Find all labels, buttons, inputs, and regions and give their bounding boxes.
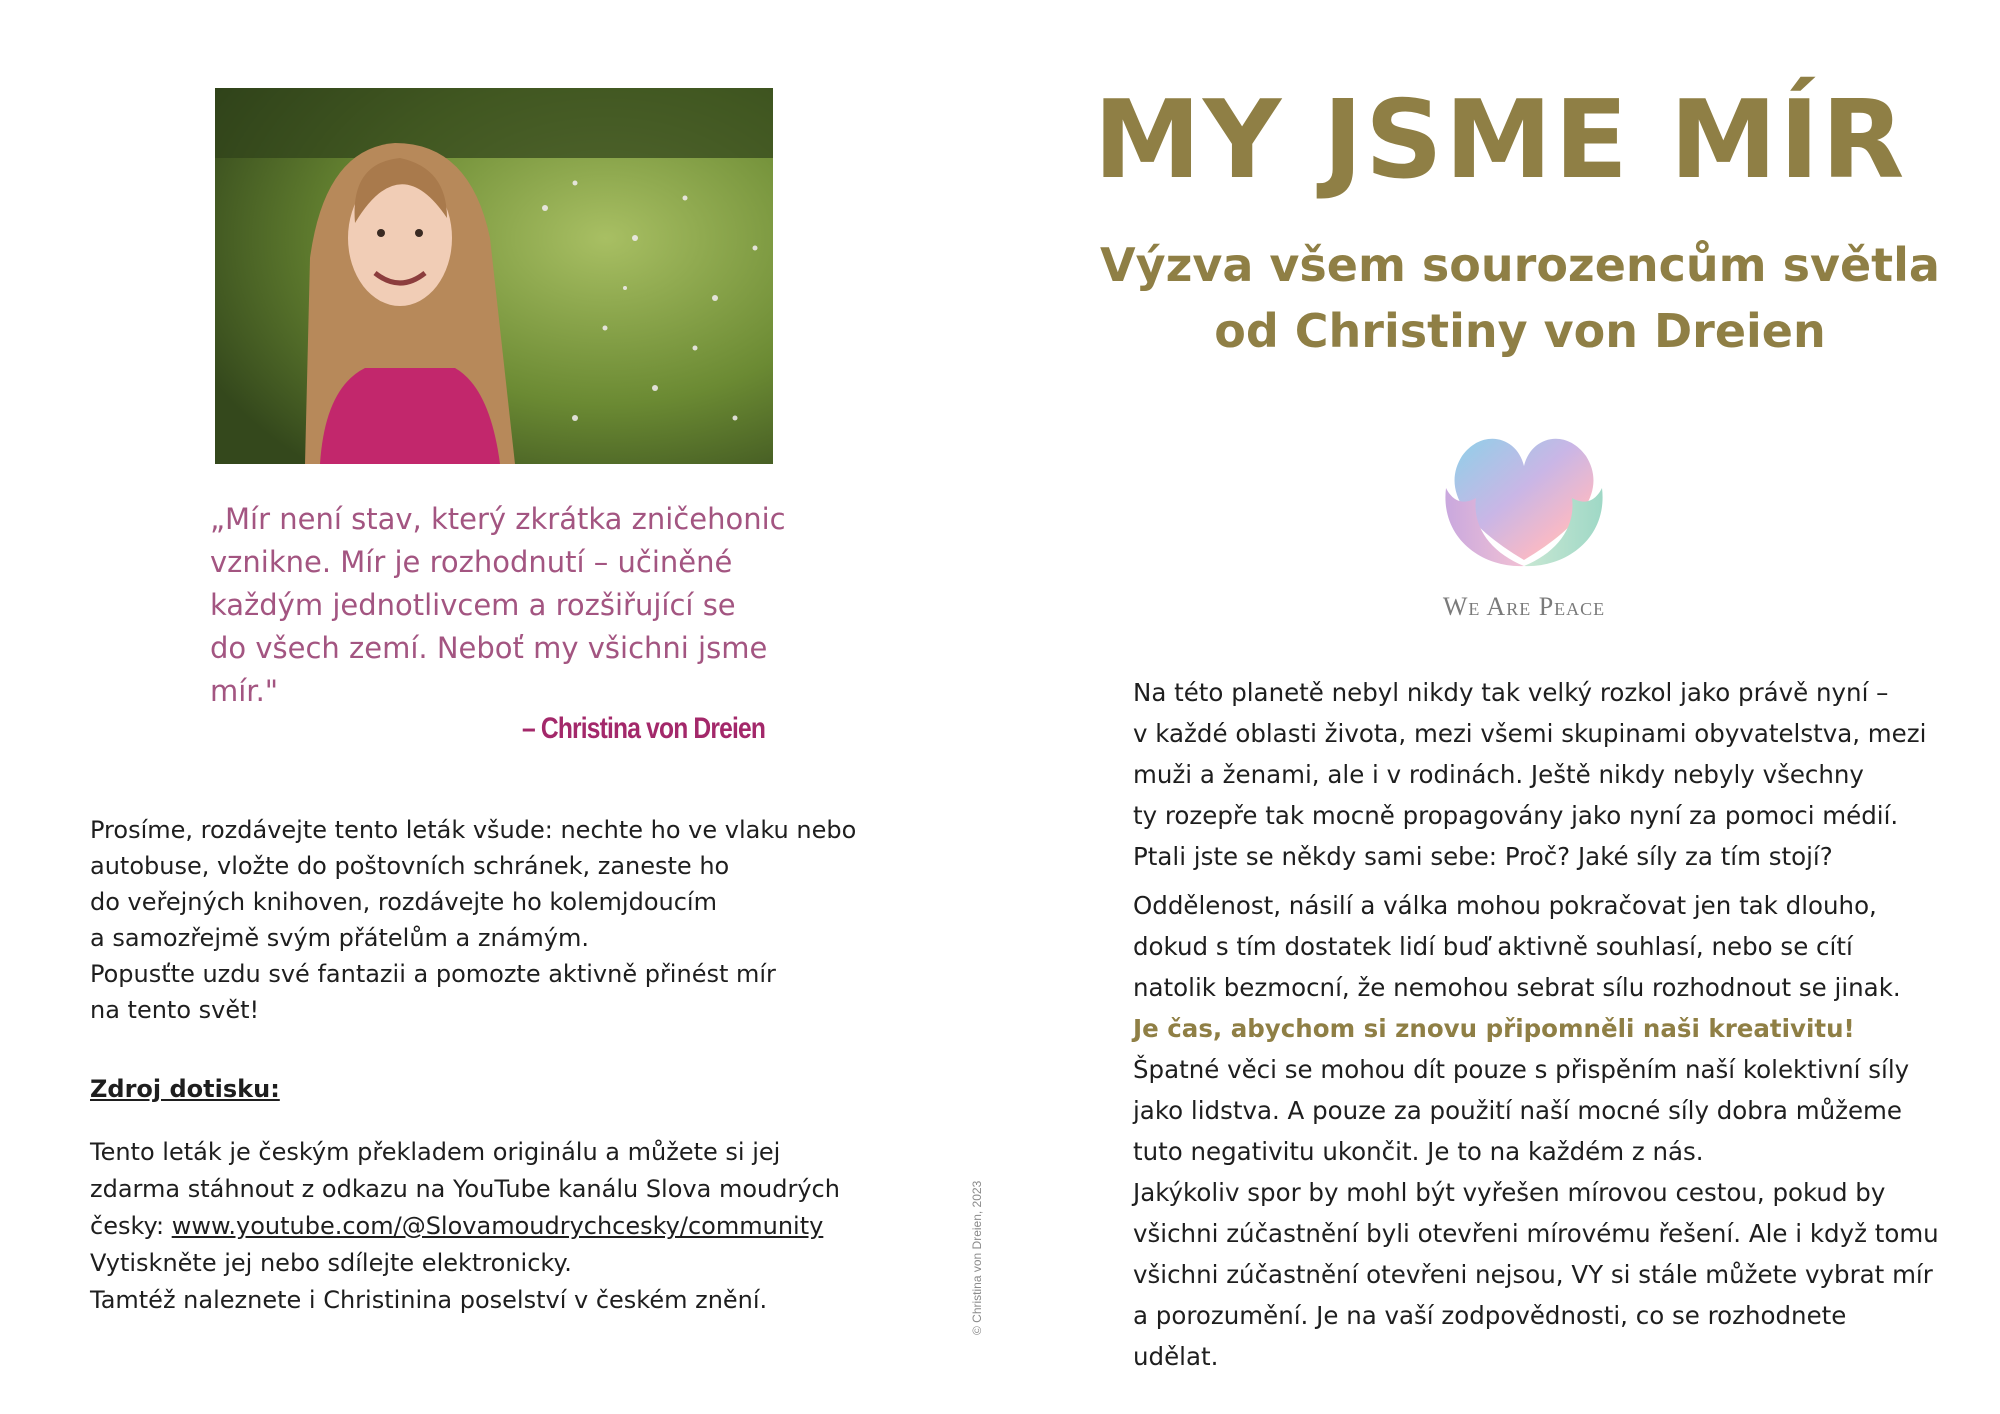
portrait-illustration — [215, 88, 773, 464]
quote-line: mír." — [210, 674, 279, 708]
we-are-peace-logo — [1432, 428, 1616, 578]
appeal-line: na tento svět! — [90, 996, 260, 1024]
subtitle-line: Výzva všem sourozencům světla — [1100, 238, 1940, 292]
quote-author: – Christina von Dreien — [522, 712, 766, 745]
page-subtitle — [1020, 232, 2000, 364]
quote-line: do všech zemí. Neboť my všichni jsme — [210, 631, 768, 665]
body-line: Oddělenost, násilí a válka mohou pokračovat jen tak dlouho, — [1133, 891, 1877, 920]
body-line: v každé oblasti života, mezi všemi skupinami obyvatelstva, mezi — [1133, 719, 1927, 748]
body-line: Na této planetě nebyl nikdy tak velký rozkol jako právě nyní – — [1133, 678, 1889, 707]
source-heading: Zdroj dotisku: — [90, 1075, 280, 1103]
youtube-community-link[interactable]: www.youtube.com/@Slovamoudrychcesky/community — [171, 1212, 824, 1240]
source-paragraph — [90, 1134, 910, 1319]
body-line: jako lidstva. A pouze za použití naší mocné síly dobra můžeme — [1133, 1096, 1902, 1125]
appeal-line: Prosíme, rozdávejte tento leták všude: nechte ho ve vlaku nebo — [90, 816, 857, 844]
source-line-with-link — [90, 1208, 910, 1245]
quote-line: vznikne. Mír je rozhodnutí – učiněné — [210, 545, 733, 579]
body-line: a porozumění. Je na vaší zodpovědnosti, co se rozhodnete — [1133, 1301, 1847, 1330]
appeal-paragraph — [90, 812, 890, 1028]
paragraph-gap — [1133, 877, 1973, 885]
heart-lotus-icon — [1432, 428, 1616, 578]
body-line: ty rozepře tak mocně propagovány jako nyní za pomoci médií. — [1133, 801, 1899, 830]
body-line: Jakýkoliv spor by mohl být vyřešen mírovou cestou, pokud by — [1133, 1178, 1886, 1207]
body-line: všichni zúčastnění byli otevřeni mírovému řešení. Ale i když tomu — [1133, 1219, 1939, 1248]
appeal-line: Popusťte uzdu své fantazii a pomozte aktivně přinést mír — [90, 960, 776, 988]
main-text — [1133, 672, 1973, 1377]
body-line: muži a ženami, ale i v rodinách. Ještě nikdy nebyly všechny — [1133, 760, 1864, 789]
quote-block — [210, 498, 810, 713]
page-title: MY JSME MÍR — [1093, 78, 1907, 203]
body-line: dokud s tím dostatek lidí buď aktivně souhlasí, nebo se cítí — [1133, 932, 1853, 961]
source-link-prefix: česky: — [90, 1212, 172, 1240]
highlight-line: Je čas, abychom si znovu připomněli naši kreativitu! — [1133, 1014, 1855, 1043]
appeal-line: do veřejných knihoven, rozdávejte ho kolemjdoucím — [90, 888, 717, 916]
body-line: natolik bezmocní, že nemohou sebrat sílu rozhodnout se jinak. — [1133, 973, 1901, 1002]
body-line: udělat. — [1133, 1342, 1219, 1371]
source-line: zdarma stáhnout z odkazu na YouTube kanálu Slova moudrých — [90, 1175, 840, 1203]
source-line: Tamtéž naleznete i Christinina poselství v českém znění. — [90, 1286, 768, 1314]
body-line: všichni zúčastnění otevřeni nejsou, VY si stále můžete vybrat mír — [1133, 1260, 1933, 1289]
portrait-photo — [215, 88, 773, 464]
body-line: tuto negativitu ukončit. Je to na každém z nás. — [1133, 1137, 1704, 1166]
body-line: Špatné věci se mohou dít pouze s přispěním naší kolektivní síly — [1133, 1055, 1910, 1084]
appeal-line: autobuse, vložte do poštovních schránek, zaneste ho — [90, 852, 730, 880]
subtitle-line: od Christiny von Dreien — [1214, 304, 1826, 358]
appeal-line: a samozřejmě svým přátelům a známým. — [90, 924, 589, 952]
source-line: Tento leták je českým překladem originálu a můžete si jej — [90, 1138, 781, 1166]
quote-line: každým jednotlivcem a rozšiřující se — [210, 588, 736, 622]
quote-line: „Mír není stav, který zkrátka zničehonic — [210, 502, 786, 536]
body-line: Ptali jste se někdy sami sebe: Proč? Jaké síly za tím stojí? — [1133, 842, 1833, 871]
source-line: Vytiskněte jej nebo sdílejte elektronicky. — [90, 1249, 572, 1277]
copyright-notice: © Christina von Dreien, 2023 — [970, 1180, 984, 1335]
logo-text: We Are Peace — [1442, 592, 1606, 621]
